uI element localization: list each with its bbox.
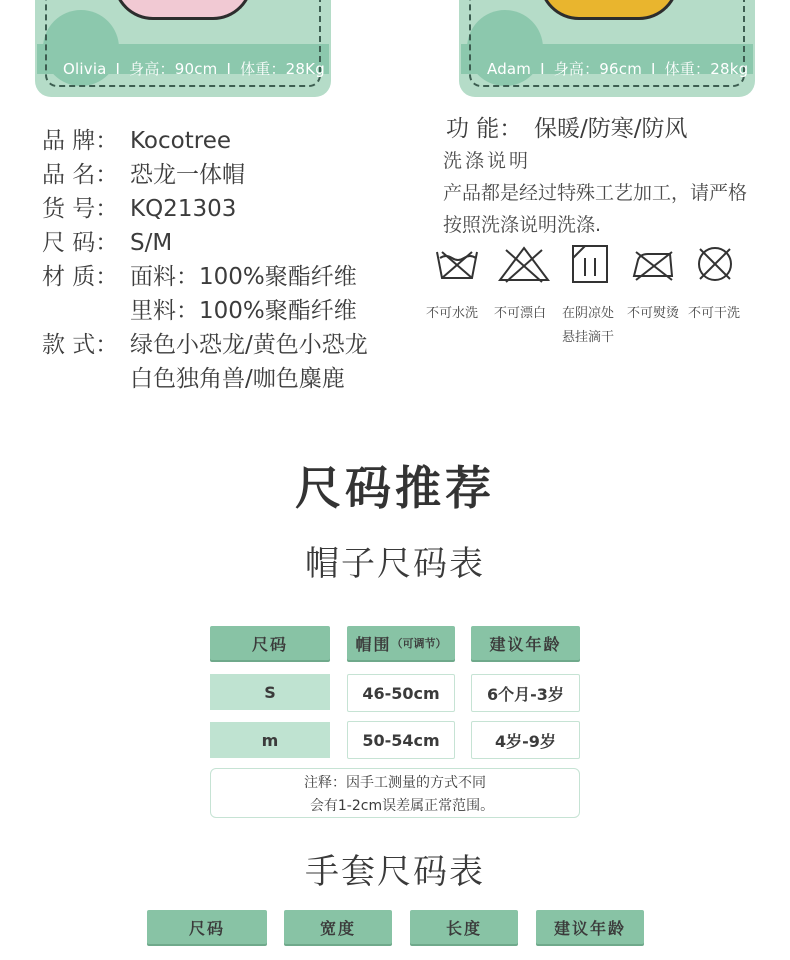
spec-brand [42,122,231,155]
glove-header-length: 长度 [410,910,518,944]
spec-function [446,110,688,143]
model-card-olivia [35,0,331,97]
model-caption: Olivia I 身高：90cm I 体重：28Kg [63,60,325,78]
spec-label: 材 质： [42,264,119,290]
spec-style [42,326,368,359]
glove-header-width: 宽度 [284,910,392,944]
model-card-adam [459,0,755,97]
spec-value: S/M [130,230,173,256]
spec-value: 面料：100%聚酯纤维 [130,264,357,290]
spec-label: 功 能： [446,116,523,142]
spec-value: 绿色小恐龙/黄色小恐龙 [130,332,368,358]
spec-value: Kocotree [130,128,231,154]
glove-header-age: 建议年龄 [536,910,644,944]
care-text-line2: 按照洗涤说明洗涤. [443,214,602,236]
hat-row-age: 6个月-3岁 [471,674,580,712]
spec-style-line2: 白色独角兽/咖色麋鹿 [130,366,345,392]
spec-label: 货 号： [42,196,119,222]
hat-header-circumference: 帽围 （可调节） [347,626,455,660]
spec-sku [42,190,236,223]
care-label-drip-dry-line2: 悬挂滴干 [562,330,615,345]
spec-size [42,224,172,257]
care-label-drip-dry: 在阴凉处 [562,306,615,321]
hat-row-circumference: 46-50cm [347,674,455,712]
care-title: 洗涤说明 [443,150,532,172]
size-section-title: 尺码推荐 [295,461,495,515]
note-line2: 会有1-2cm误差属正常范围。 [309,798,495,814]
spec-material-lining: 里料：100%聚酯纤维 [130,298,357,324]
care-label-no-bleach: 不可漂白 [494,306,547,321]
hat-row-age: 4岁-9岁 [471,721,580,759]
spec-material [42,258,357,291]
hat-header-size: 尺码 [210,626,330,660]
spec-value: 恐龙一体帽 [130,162,245,188]
hat-row-circumference: 50-54cm [347,721,455,759]
spec-product-name [42,156,245,189]
care-label-no-wash: 不可水洗 [426,306,479,321]
model-caption: Adam I 身高：96cm I 体重：28kg [487,60,749,78]
no-wash-icon [434,244,480,284]
hat-row-size: m [210,722,330,758]
hat-table-title: 帽子尺码表 [305,544,485,584]
note-line1: 注释：因手工测量的方式不同 [304,775,486,791]
care-label-no-iron: 不可熨烫 [627,306,680,321]
care-label-no-dry-clean: 不可干洗 [688,306,741,321]
no-dry-clean-icon [694,244,736,284]
hat-table-note [210,768,580,818]
glove-table-title: 手套尺码表 [305,852,485,892]
care-text-line1: 产品都是经过特殊工艺加工，请严格 [443,182,748,204]
no-bleach-icon [496,244,552,284]
spec-value: 保暖/防寒/防风 [534,116,688,142]
spec-label: 品 牌： [42,128,119,154]
spec-label: 款 式： [42,332,119,358]
spec-label: 品 名： [42,162,119,188]
hat-row-size: S [210,674,330,710]
hat-header-age: 建议年龄 [471,626,580,660]
glove-header-size: 尺码 [147,910,267,944]
spec-value: KQ21303 [130,196,237,222]
drip-dry-shade-icon [570,244,610,284]
spec-label: 尺 码： [42,230,119,256]
no-iron-icon [630,244,676,284]
